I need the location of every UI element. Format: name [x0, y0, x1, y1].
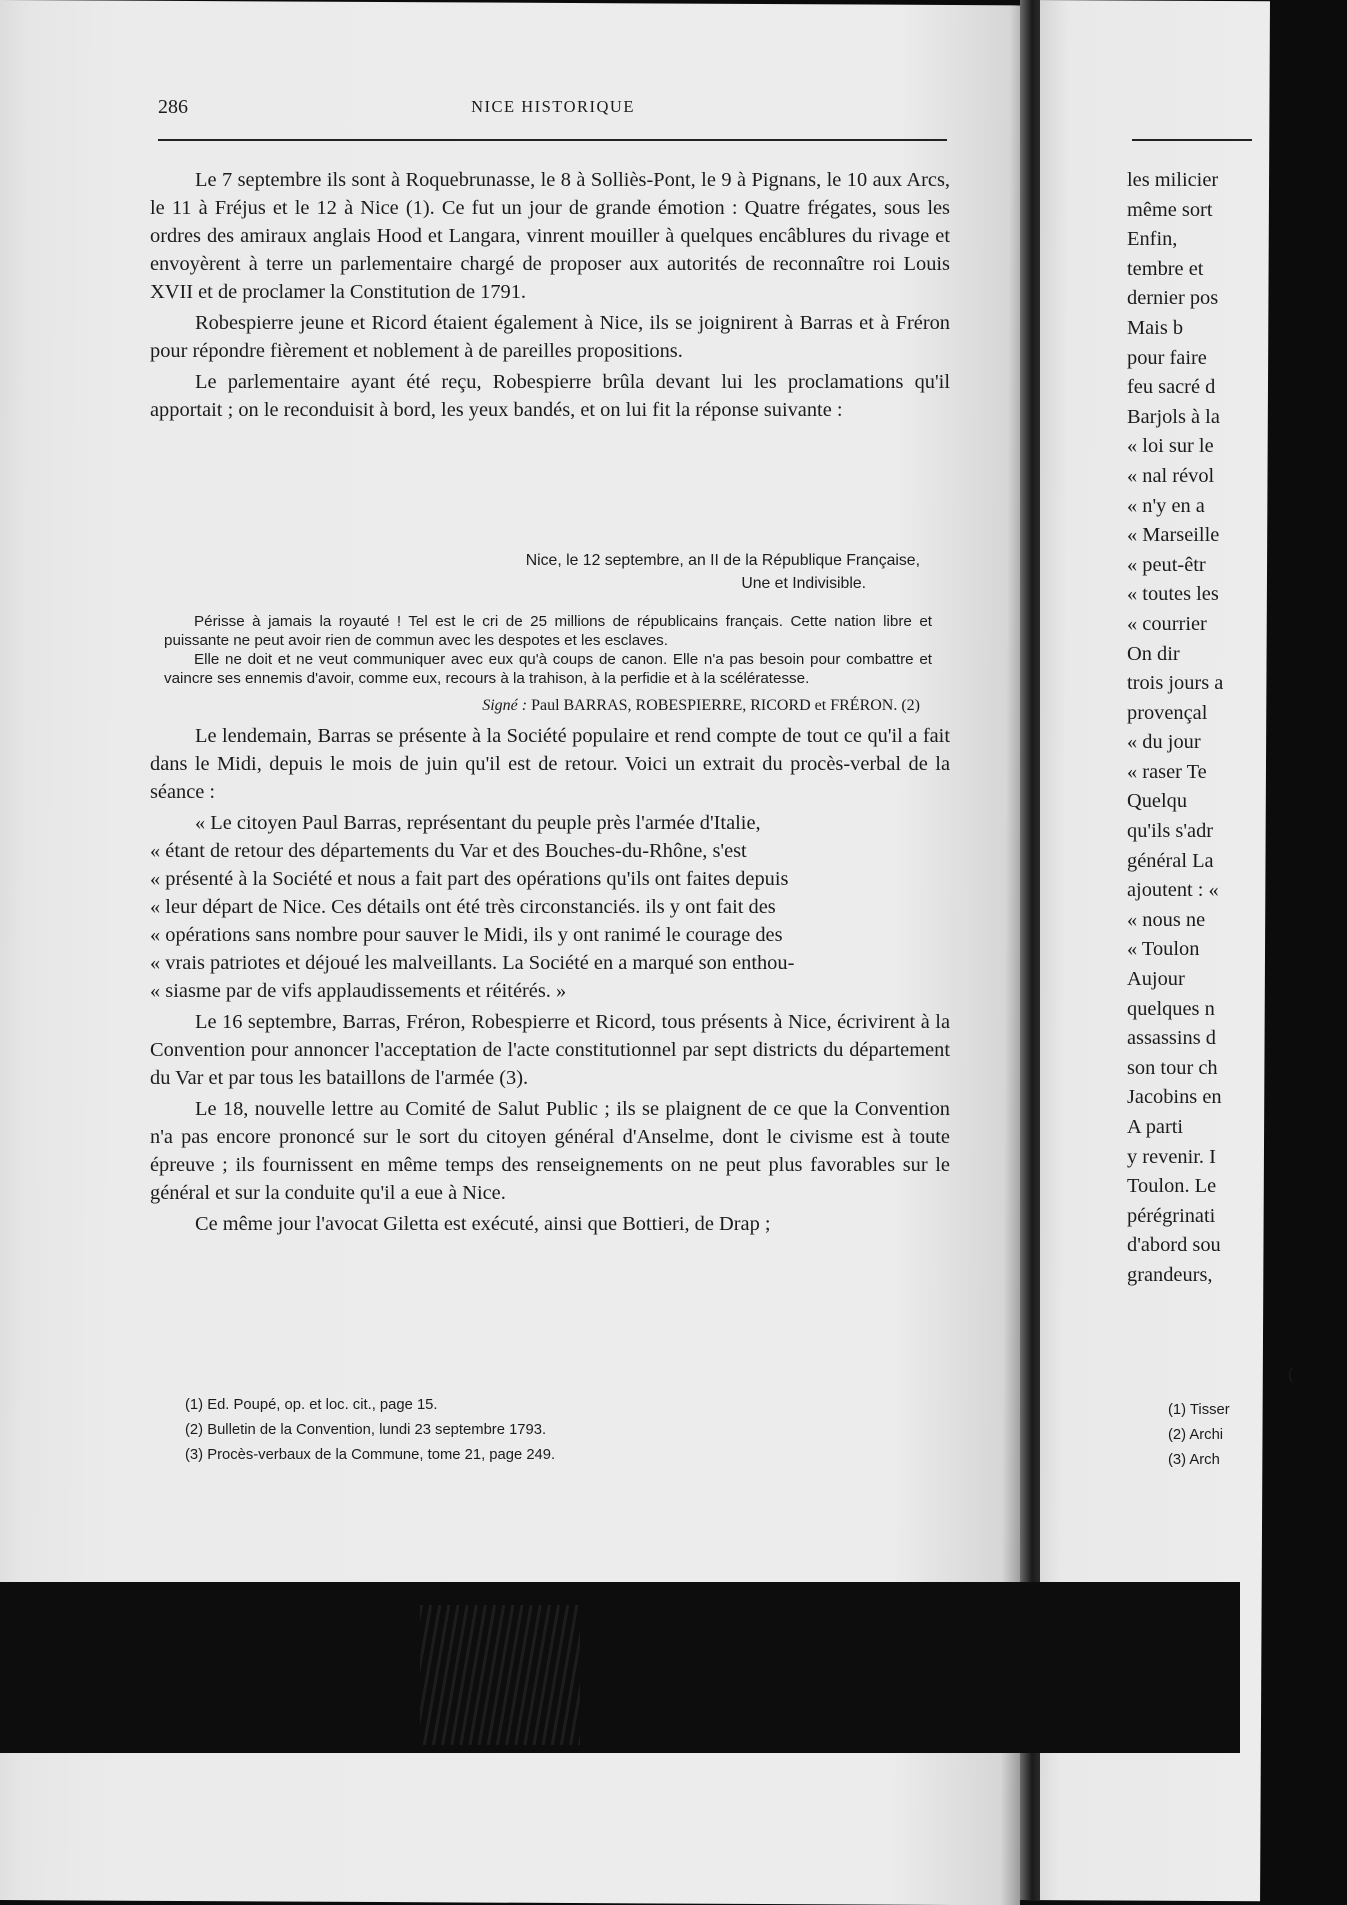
right-page-line: Enfin, — [1127, 228, 1178, 251]
right-page-line: grandeurs, — [1127, 1263, 1213, 1286]
quote-line: « leur départ de Nice. Ces détails ont été très circonstanciés. ils y ont fait des — [150, 896, 776, 918]
right-page-line: pérégrinati — [1127, 1204, 1216, 1227]
body-text-top — [150, 166, 950, 427]
running-title: NICE HISTORIQUE — [471, 97, 635, 116]
right-page-line: Aujour — [1127, 968, 1185, 991]
page-number: 286 — [158, 96, 188, 118]
footnotes — [185, 1393, 945, 1468]
quote-line: « étant de retour des départements du Var et des Bouches-du-Rhône, s'est — [150, 840, 747, 862]
paragraph: Ce même jour l'avocat Giletta est exécuté, ainsi que Bottieri, de Drap ; — [195, 1213, 771, 1235]
right-page-line: Barjols à la — [1127, 405, 1220, 428]
right-page-line: ajoutent : « — [1127, 879, 1219, 902]
footnote: (1) Tisser — [1168, 1402, 1230, 1418]
right-page-line: quelques n — [1127, 997, 1215, 1020]
paragraph: Le 16 septembre, Barras, Fréron, Robespierre et Ricord, tous présents à Nice, écrivirent à la Convention pour annoncer l'acceptation de l'acte constitutionnel par sept districts du département du Var et par tous les bataillons de l'armée (3). — [150, 1011, 950, 1089]
right-page-line: « n'y en a — [1127, 494, 1205, 517]
paragraph: Le parlementaire ayant été reçu, Robespierre brûla devant lui les proclamations qu'il apportait ; on le reconduisit à bord, les yeux bandés, et on lui fit la réponse suivante : — [150, 371, 950, 421]
paragraph: Robespierre jeune et Ricord étaient également à Nice, ils se joignirent à Barras et à Fréron pour répondre fièrement et noblement à de pareilles propositions. — [150, 312, 950, 362]
right-page-text — [1127, 166, 1347, 1291]
right-page-line: feu sacré d — [1127, 376, 1216, 399]
footnote: (3) Procès-verbaux de la Commune, tome 21, page 249. — [185, 1447, 556, 1463]
paragraph: Le 18, nouvelle lettre au Comité de Salut Public ; ils se plaignent de ce que la Convention n'a pas encore prononcé sur le sort du citoyen général d'Anselme, dont le civisme est à toute épreuve ; ils fournissent en même temps des renseignements on ne peut plus favorables sur le général et sur la conduite qu'il a eue à Nice. — [150, 1098, 950, 1204]
letter-body — [164, 612, 932, 715]
quoted-minutes — [150, 809, 950, 1005]
letter-date-line-1: Nice, le 12 septembre, an II de la République Française, — [525, 552, 920, 569]
right-page-line: « raser Te — [1127, 760, 1207, 783]
right-page-line: « toutes les — [1127, 583, 1219, 606]
right-page-line: Quelqu — [1127, 790, 1188, 813]
right-page-line: « du jour — [1127, 731, 1201, 754]
footnote: (2) Bulletin de la Convention, lundi 23 septembre 1793. — [185, 1422, 547, 1438]
quote-line: « Le citoyen Paul Barras, représentant du peuple près l'armée d'Italie, — [195, 812, 761, 834]
quote-line: « siasme par de vifs applaudissements et réitérés. » — [150, 980, 567, 1002]
letter-date-line-2: Une et Indivisible. — [741, 575, 866, 592]
quote-line: « opérations sans nombre pour sauver le Midi, ils y ont ranimé le courage des — [150, 924, 783, 946]
right-page-line: son tour ch — [1127, 1056, 1218, 1079]
right-page-line: « Toulon — [1127, 938, 1200, 961]
header-rule — [158, 139, 947, 141]
right-page-line: pour faire — [1127, 346, 1207, 369]
right-page-line: « Marseille — [1127, 524, 1220, 547]
right-page-line: « loi sur le — [1127, 435, 1214, 458]
right-page-line: les milicier — [1127, 169, 1219, 191]
letter-signature: Paul BARRAS, ROBESPIERRE, RICORD et FRÉRON. (2) — [531, 697, 920, 714]
right-page-line: même sort — [1127, 198, 1213, 221]
right-page-line: assassins d — [1127, 1027, 1216, 1050]
paragraph: Le 7 septembre ils sont à Roquebrunasse, le 8 à Solliès-Pont, le 9 à Pignans, le 10 aux Arcs, le 11 à Fréjus et le 12 à Nice (1). Ce fut un jour de grande émotion : Quatre frégates, sous les ordres des amiraux anglais Hood et Langara, vinrent mouiller à quelques encâblures du rivage et envoyèrent à terre un parlementaire chargé de proposer aux autorités de reconnaître roi Louis XVII et de proclamer la Constitution de 1791. — [150, 169, 950, 303]
right-page-line: On dir — [1127, 642, 1180, 665]
right-page-line: dernier pos — [1127, 287, 1219, 310]
right-page-line: A parti — [1127, 1116, 1184, 1138]
footnote: (3) Arch — [1168, 1452, 1220, 1468]
right-page-line: Mais b — [1127, 316, 1184, 339]
right-page-line: y revenir. I — [1127, 1145, 1216, 1168]
right-page-line: « nal révol — [1127, 464, 1215, 487]
letter-paragraph: Elle ne doit et ne veut communiquer avec eux qu'à coups de canon. Elle n'a pas besoin pour combattre et vaincre ses ennemis d'avoir, comme eux, recours à la trahison, à la perfidie et à la scélératesse. — [164, 651, 932, 687]
paragraph: Le lendemain, Barras se présente à la Société populaire et rend compte de tout ce qu'il a fait dans le Midi, depuis le mois de juin qu'il est de retour. Voici un extrait du procès-verbal de la séance : — [150, 725, 950, 803]
right-page-line: d'abord sou — [1127, 1234, 1221, 1257]
body-text-bottom — [150, 722, 950, 1241]
footnote: (1) Ed. Poupé, op. et loc. cit., page 15. — [185, 1397, 438, 1413]
right-page-line: « courrier — [1127, 612, 1207, 635]
scan-bottom-dark-area — [0, 1582, 1240, 1753]
running-head — [158, 96, 948, 126]
right-page-line: Toulon. Le — [1127, 1175, 1217, 1198]
right-page-line: Jacobins en — [1127, 1086, 1222, 1109]
letter-paragraph: Périsse à jamais la royauté ! Tel est le cri de 25 millions de républicains français. Cette nation libre et puissante ne peut avoir rien de commun avec les despotes et les esclaves. — [164, 613, 932, 649]
right-page-line: « peut-êtr — [1127, 553, 1206, 576]
right-page-header-rule — [1132, 139, 1252, 141]
right-page-line: trois jours a — [1127, 672, 1224, 695]
letter-signature-line — [164, 696, 932, 715]
right-page-line: tembre et — [1127, 257, 1204, 280]
right-page-footnotes — [1168, 1367, 1293, 1473]
right-page-line: qu'ils s'adr — [1127, 820, 1214, 843]
quote-line: « vrais patriotes et déjoué les malveillants. La Société en a marqué son enthou- — [150, 952, 795, 974]
scan-light-streak — [420, 1605, 580, 1745]
quote-line: « présenté à la Société et nous a fait part des opérations qu'ils ont faites depuis — [150, 868, 789, 890]
right-page-paren: ( — [1288, 1367, 1293, 1383]
footnote: (2) Archi — [1168, 1427, 1224, 1443]
right-page-line: général La — [1127, 849, 1214, 872]
signature-prefix: Signé : — [482, 697, 528, 714]
letter-dateline — [150, 549, 950, 595]
right-page-line: provençal — [1127, 701, 1208, 724]
right-page-line: « nous ne — [1127, 908, 1206, 931]
